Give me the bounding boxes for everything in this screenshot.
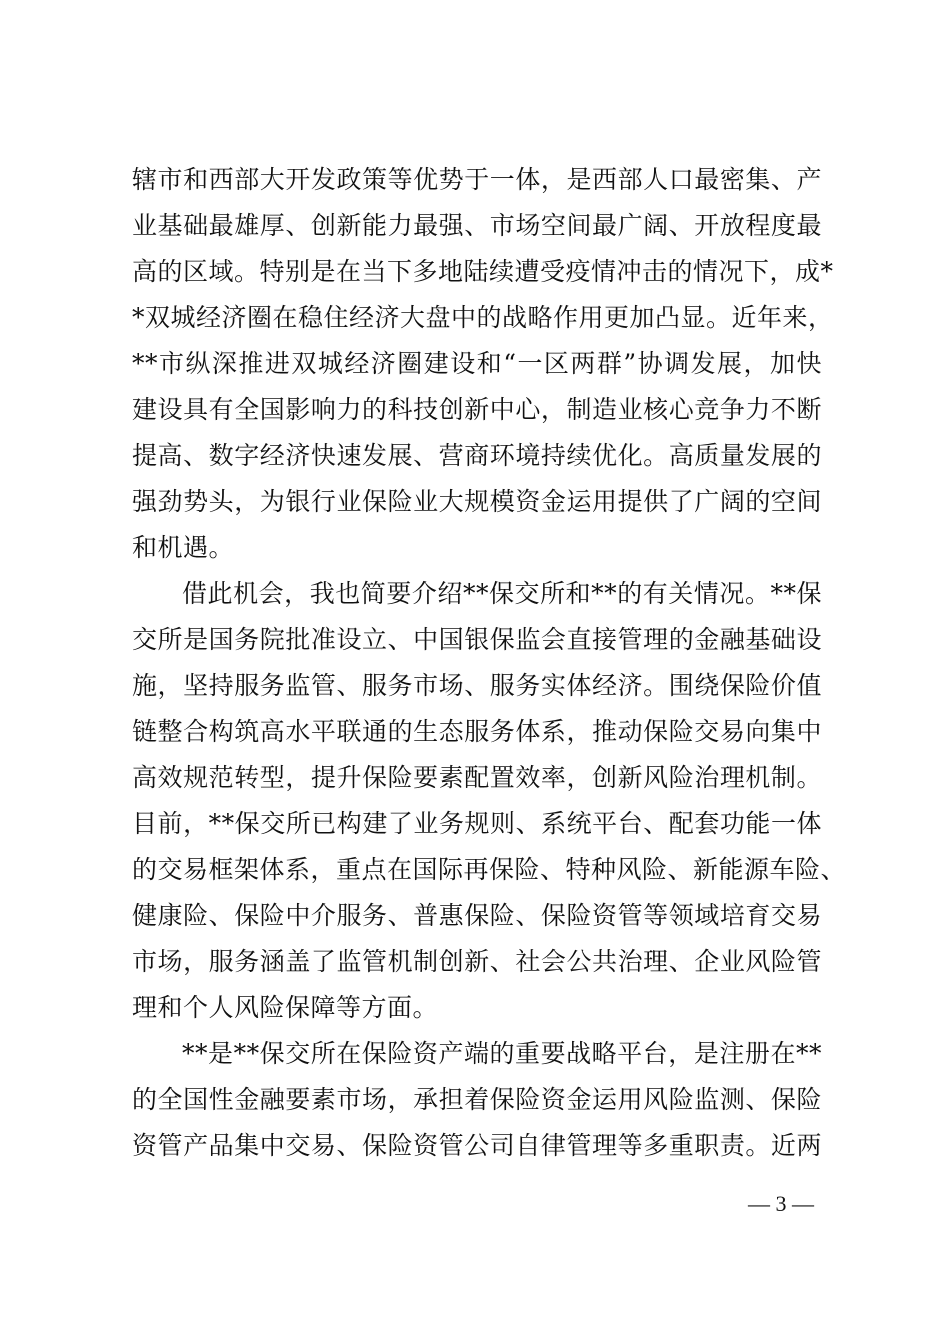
text-line: 的交易框架体系，重点在国际再保险、特种风险、新能源车险、 [132,855,847,884]
text-line: 健康险、保险中介服务、普惠保险、保险资管等领域培育交易 [132,901,822,930]
text-line: 借此机会，我也简要介绍**保交所和**的有关情况。**保 [182,579,822,608]
text-line: 高的区域。特别是在当下多地陆续遭受疫情冲击的情况下，成* [132,257,834,286]
text-line: 市场，服务涵盖了监管机制创新、社会公共治理、企业风险管 [132,947,822,976]
text-line: 目前，**保交所已构建了业务规则、系统平台、配套功能一体 [132,809,822,838]
text-line: 理和个人风险保障等方面。 [132,993,439,1022]
text-line: 链整合构筑高水平联通的生态服务体系，推动保险交易向集中 [132,717,822,746]
text-line: 业基础最雄厚、创新能力最强、市场空间最广阔、开放程度最 [132,211,822,240]
text-line: 资管产品集中交易、保险资管公司自律管理等多重职责。近两 [132,1131,822,1160]
text-line: 施，坚持服务监管、服务市场、服务实体经济。围绕保险价值 [132,671,822,700]
text-line: 的全国性金融要素市场，承担着保险资金运用风险监测、保险 [132,1085,822,1114]
page-number: — 3 — [748,1191,814,1216]
text-line: 建设具有全国影响力的科技创新中心，制造业核心竞争力不断 [132,395,822,424]
text-line: 和机遇。 [132,533,235,562]
text-line: 交所是国务院批准设立、中国银保监会直接管理的金融基础设 [132,625,822,654]
text-line: **市纵深推进双城经济圈建设和“一区两群”协调发展，加快 [132,349,822,378]
document-body [132,157,847,1169]
text-line: **是**保交所在保险资产端的重要战略平台，是注册在** [182,1039,822,1068]
text-line: 高效规范转型，提升保险要素配置效率，创新风险治理机制。 [132,763,822,792]
text-line: *双城经济圈在稳住经济大盘中的战略作用更加凸显。近年来， [132,303,834,332]
text-line: 强劲势头，为银行业保险业大规模资金运用提供了广阔的空间 [132,487,822,516]
text-line: 辖市和西部大开发政策等优势于一体，是西部人口最密集、产 [132,165,822,194]
text-line: 提高、数字经济快速发展、营商环境持续优化。高质量发展的 [132,441,822,470]
